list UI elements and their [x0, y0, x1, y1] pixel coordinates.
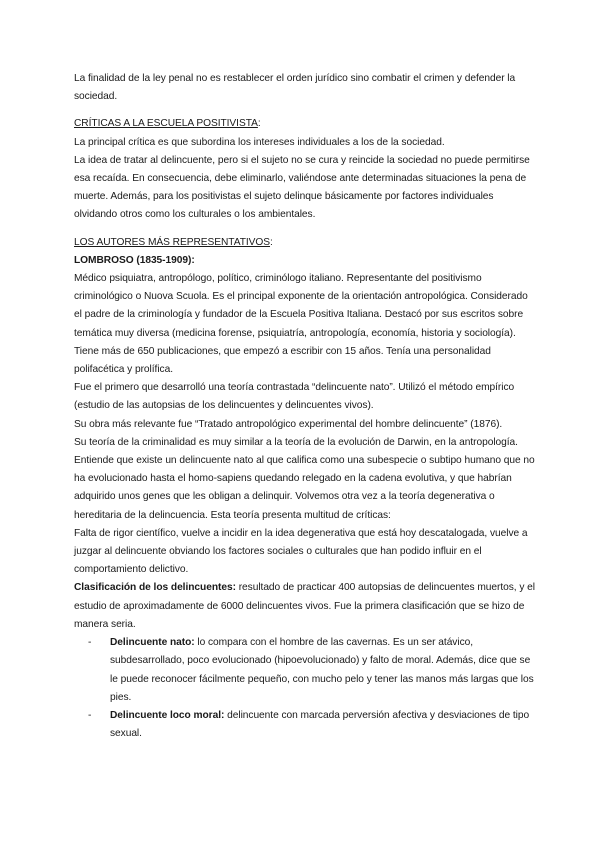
item-label: Delincuente loco moral: — [110, 709, 225, 721]
list-item — [88, 634, 536, 707]
criticas-heading — [74, 115, 536, 133]
clasificacion-paragraph — [74, 579, 536, 634]
criticas-paragraph-2: La idea de tratar al delincuente, pero si el sujeto no se cura y reincide la sociedad no puede permitirse esa recaída. En consecuencia, debe eliminarlo, valiéndose ante determinadas situaciones la pena de muerte. Además, para los positivistas el sujeto delinque básicamente por factores individuales olvidando otros como los culturales o los ambientales. — [74, 154, 530, 221]
intro-paragraph: La finalidad de la ley penal no es restablecer el orden jurídico sino combatir el crimen y defender la sociedad. — [74, 73, 516, 103]
item-label: Delincuente nato: — [110, 637, 195, 649]
lombroso-paragraph-5: Su teoría de la criminalidad es muy similar a la teoría de la evolución de Darwin, en la antropología. Entiende que existe un delincuente nato al que califica como una subespecie o subtipo humano que no ha evolucionado hasta el homo-sapiens quedando relegado en la cadena evolutiva, y que habrían adquirido unos genes que les obligan a delinquir. Volvemos otra vez a la teoría degenerativa o hereditaria de la delincuencia. Esta teoría presenta multitud de críticas: — [74, 436, 535, 521]
lombroso-paragraph-4: Su obra más relevante fue “Tratado antropológico experimental del hombre delincuente” (1876). — [74, 418, 503, 430]
item-text: delincuente con marcada perversión afectiva y desviaciones de tipo sexual. — [110, 709, 530, 740]
lombroso-paragraph-3: Fue el primero que desarrolló una teoría contrastada “delincuente nato”. Utilizó el método empírico (estudio de las autopsias de los delincuentes y delincuentes vivos). — [74, 382, 515, 412]
dash-bullet: - — [88, 637, 92, 649]
document-page — [74, 70, 536, 743]
lombroso-paragraph-1: Médico psiquiatra, antropólogo, político, criminólogo italiano. Representante del positivismo criminológico o Nuova Scuola. Es el principal exponente de la orientación antropológica. Considerado el padre de la criminología y fundador de la Escuela Positiva Italiana. Destacó por sus escritos sobre temática muy diversa (medicina forense, psiquiatría, antropología, economía, historia y sociología). — [74, 273, 528, 339]
clasificacion-text: resultado de practicar 400 autopsias de delincuentes muertos, y el estudio de aproximadamente de 6000 delincuentes vivos. Fue la primera clasificación que se hizo de manera seria. — [74, 582, 535, 630]
autores-heading — [74, 234, 536, 252]
lombroso-paragraph-2: Tiene más de 650 publicaciones, que empezó a escribir con 15 años. Tenía una personalidad polifacética y prolífica. — [74, 345, 491, 376]
autores-heading-colon: : — [270, 236, 273, 248]
dash-bullet: - — [88, 709, 92, 721]
lombroso-paragraph-6: Falta de rigor científico, vuelve a incidir en la idea degenerativa que está hoy descatalogada, vuelve a juzgar al delincuente obviando los factores sociales o culturales que han podido influir en el comportamiento delictivo. — [74, 527, 528, 576]
clasificacion-label: Clasificación de los delincuentes: — [74, 582, 236, 594]
criticas-heading-text: CRÍTICAS A LA ESCUELA POSITIVISTA — [74, 118, 258, 130]
criticas-heading-colon: : — [257, 118, 261, 130]
item-text: lo compara con el hombre de las cavernas. Es un ser atávico, subdesarrollado, poco evolucionado (hipoevolucionado) y falto de moral. Además, dice que se le puede reconocer fácilmente pequeño, con mucho pelo y tener las manos más largas que los pies. — [110, 637, 534, 703]
delincuentes-list — [74, 634, 536, 743]
list-item — [88, 707, 536, 743]
autores-heading-text: LOS AUTORES MÁS REPRESENTATIVOS — [74, 236, 271, 248]
criticas-paragraph-1: La principal crítica es que subordina los intereses individuales a los de la sociedad. — [74, 136, 445, 148]
lombroso-title: LOMBROSO (1835-1909): — [74, 254, 195, 266]
